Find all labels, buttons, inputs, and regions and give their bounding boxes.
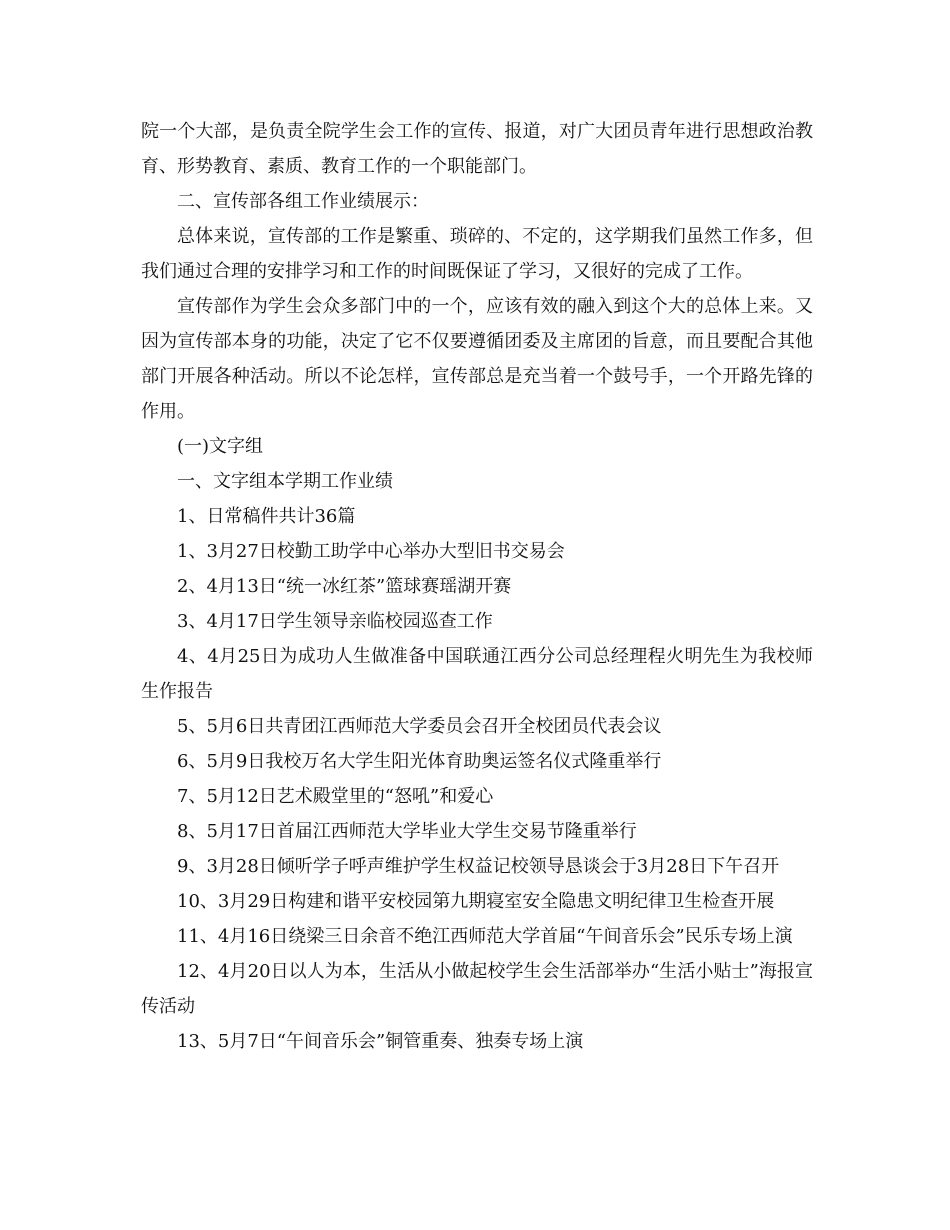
list-item: 4、4月25日为成功人生做准备中国联通江西分公司总经理程火明先生为我校师生作报告 xyxy=(141,646,813,702)
subsection-heading-text-group: (一)文字组 xyxy=(177,436,264,457)
list-item: 7、5月12日艺术殿堂里的“怒吼”和爱心 xyxy=(177,786,494,807)
paragraph-intro-continuation: 院一个大部，是负责全院学生会工作的宣传、报道，对广大团员青年进行思想政治教育、形势教育、素质、教育工作的一个职能部门。 xyxy=(141,121,813,177)
paragraph-role: 宣传部作为学生会众多部门中的一个，应该有效的融入到这个大的总体上来。又因为宣传部本身的功能，决定了它不仅要遵循团委及主席团的旨意，而且要配合其他部门开展各种活动。所以不论怎样，宣传部总是充当着一个鼓号手，一个开路先锋的作用。 xyxy=(141,296,813,422)
list-item: 1、3月27日校勤工助学中心举办大型旧书交易会 xyxy=(177,541,565,562)
subsection-heading-text-group-achievements: 一、文字组本学期工作业绩 xyxy=(177,471,393,492)
list-item: 9、3月28日倾听学子呼声维护学生权益记校领导恳谈会于3月28日下午召开 xyxy=(177,856,780,877)
list-item: 10、3月29日构建和谐平安校园第九期寝室安全隐患文明纪律卫生检查开展 xyxy=(177,891,775,912)
list-item: 2、4月13日“统一冰红茶”篮球赛瑶湖开赛 xyxy=(177,576,512,597)
list-item: 13、5月7日“午间音乐会”铜管重奏、独奏专场上演 xyxy=(177,1031,584,1052)
section-heading-achievements: 二、宣传部各组工作业绩展示： xyxy=(177,191,429,212)
list-item: 6、5月9日我校万名大学生阳光体育助奥运签名仪式隆重举行 xyxy=(177,751,662,772)
list-item: 12、4月20日以人为本，生活从小做起校学生会生活部举办“生活小贴士”海报宣传活动 xyxy=(141,961,813,1017)
list-item: 11、4月16日绕梁三日余音不绝江西师范大学首届“午间音乐会”民乐专场上演 xyxy=(177,926,793,947)
list-item: 8、5月17日首届江西师范大学毕业大学生交易节隆重举行 xyxy=(177,821,637,842)
list-item: 5、5月6日共青团江西师范大学委员会召开全校团员代表会议 xyxy=(177,716,662,737)
paragraph-overview: 总体来说，宣传部的工作是繁重、琐碎的、不定的，这学期我们虽然工作多，但我们通过合理的安排学习和工作的时间既保证了学习，又很好的完成了工作。 xyxy=(141,226,813,282)
list-item: 3、4月17日学生领导亲临校园巡查工作 xyxy=(177,611,493,632)
document-body xyxy=(141,114,813,1059)
list-item: 1、日常稿件共计36篇 xyxy=(177,506,356,527)
